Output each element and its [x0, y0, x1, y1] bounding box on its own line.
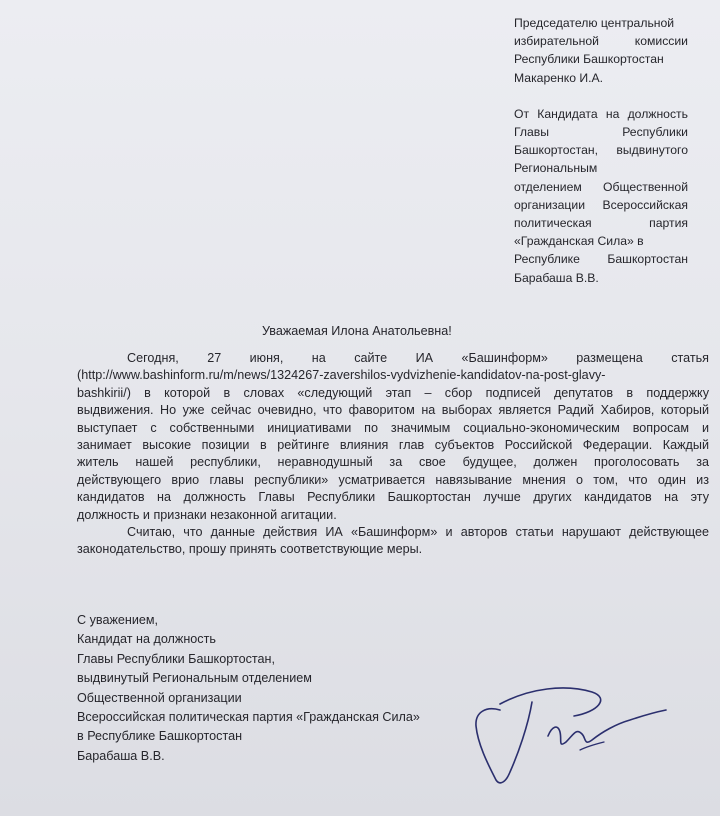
addressee-line: Председателю центральной	[514, 16, 675, 30]
sender-line: организации Всероссийская	[514, 197, 688, 212]
letter-body	[77, 350, 709, 559]
body-line: Сегодня, 27 июня, на сайте ИА «Башинформ» размещена статья	[127, 351, 709, 365]
signature-line: Всероссийская политическая партия «Гражданская Сила»	[77, 710, 420, 725]
sender-line: Главы Республики	[514, 125, 688, 140]
body-line: действующего врио главы республики» усматривается навязывание мнения о том, что один из	[77, 472, 709, 487]
body-line: занимает высокие позиции в рейтинге влияния глав субъектов Российской Федерации. Каждый	[77, 438, 709, 453]
addressee-line: Республики Башкортостан	[514, 52, 664, 67]
sender-line: политическая партия	[514, 216, 688, 231]
body-line: должность и признаки незаконной агитации.	[77, 507, 337, 522]
signature-line: Общественной организации	[77, 690, 242, 705]
body-line: (http://www.bashinform.ru/m/news/1324267-zavershilos-vydvizhenie-kandidatov-na-post-glavy-	[77, 368, 606, 383]
signature-line: Барабаша В.В.	[77, 748, 165, 763]
body-line: законодательство, прошу принять соответствующие меры.	[77, 542, 423, 557]
signature-line: в Республике Башкортостан	[77, 729, 243, 744]
signature-line: Главы Республики Башкортостан,	[77, 651, 275, 666]
addressee-line: Макаренко И.А.	[514, 70, 604, 85]
body-line: Считаю, что данные действия ИА «Башинформ» и авторов статьи нарушают действующее	[127, 525, 709, 540]
body-line: выдвижения. Но уже сейчас очевидно, что фаворитом на выборах является Радий Хабиров, который	[77, 403, 709, 418]
addressee-gap	[514, 87, 688, 105]
sender-line: Региональным	[514, 161, 598, 176]
signature-line: выдвинутый Региональным отделением	[77, 671, 312, 686]
body-line: выступает с собственными инициативами по значимым социально-экономическим вопросам и	[77, 420, 709, 435]
signature-line: Кандидат на должность	[77, 632, 216, 647]
body-line: кандидатов на должность Главы Республики Башкортостан лучше других кандидатов на эту	[77, 490, 709, 505]
sender-line: От Кандидата на должность	[514, 106, 688, 121]
addressee-line: избирательной комиссии	[514, 34, 688, 49]
sender-line: Барабаша В.В.	[514, 270, 599, 285]
sender-line: «Гражданская Сила» в	[514, 234, 644, 249]
body-line: житель нашей республики, неравнодушный за свое будущее, должен проголосовать за	[77, 455, 709, 470]
sender-line: Башкортостан, выдвинутого	[514, 143, 688, 158]
signature-block	[77, 611, 420, 766]
handwritten-signature	[470, 676, 670, 796]
body-line: bashkirii/) в которой в словах «следующий этап – сбор подписей депутатов в поддержку	[77, 385, 709, 400]
signature-line: С уважением,	[77, 613, 159, 627]
sender-line: Республике Башкортостан	[514, 252, 688, 267]
salutation: Уважаемая Илона Анатольевна!	[262, 324, 452, 338]
addressee-block	[514, 14, 688, 287]
sender-line: отделением Общественной	[514, 179, 688, 194]
